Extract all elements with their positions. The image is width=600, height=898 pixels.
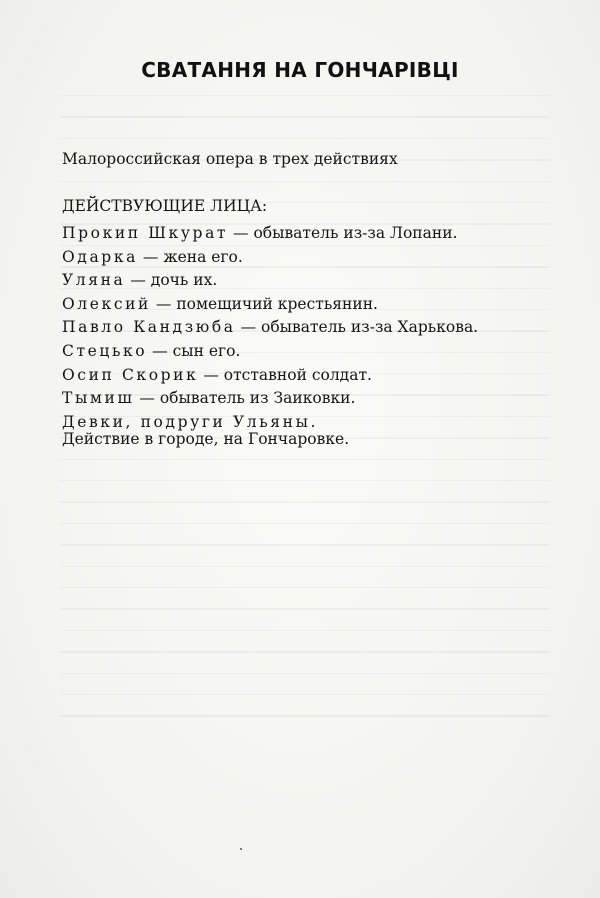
character-name: Тымиш: [62, 389, 135, 408]
character-description: — жена его.: [142, 247, 243, 266]
character-name: Осип Скорик: [62, 365, 199, 384]
cast-item: [62, 340, 478, 364]
character-description: — обыватель из-за Харькова.: [240, 318, 479, 337]
character-name: Одарка: [62, 247, 138, 266]
character-name: Павло Кандзюба: [62, 318, 236, 337]
cast-item: [62, 293, 478, 317]
character-description: — сын его.: [152, 341, 241, 360]
page-speck: [240, 848, 242, 850]
cast-item: [62, 222, 478, 246]
cast-heading: ДЕЙСТВУЮЩИЕ ЛИЦА:: [62, 197, 268, 215]
cast-item: [62, 269, 478, 293]
character-name: Стецько: [62, 341, 148, 360]
character-description: — дочь их.: [130, 271, 218, 290]
character-name: Прокип Шкурат: [62, 224, 229, 242]
opera-subtitle: Малороссийская опера в трех действиях: [62, 150, 398, 168]
cast-item: [62, 364, 478, 388]
setting-line: Действие в городе, на Гончаровке.: [62, 430, 350, 448]
character-name: Олексий: [62, 294, 151, 313]
character-name: Уляна: [62, 271, 126, 290]
page-title: СВАТАННЯ НА ГОНЧАРІВЦІ: [141, 58, 459, 82]
character-description: — обыватель из Заиковки.: [139, 389, 356, 408]
character-name: Девки, подруги Ульяны.: [62, 412, 319, 431]
character-description: — обыватель из-за Лопани.: [233, 224, 458, 242]
cast-item: [62, 246, 478, 270]
cast-item: [62, 316, 478, 340]
cast-list: [62, 222, 478, 434]
character-description: — помещичий крестьянин.: [155, 294, 378, 313]
character-description: — отставной солдат.: [203, 365, 372, 384]
cast-item: [62, 387, 478, 411]
